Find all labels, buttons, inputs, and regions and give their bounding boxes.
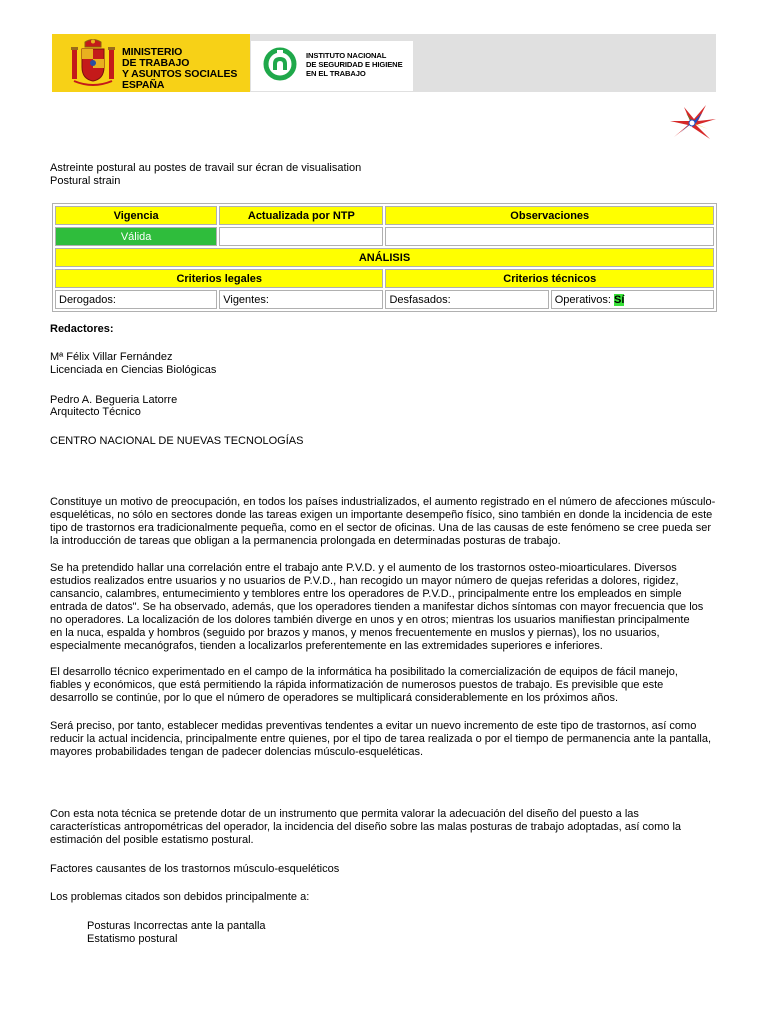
paragraph-2-line: entrada de datos". Se ha observado, además, que los operadores tienden a manifestar dichos síntomas con mayor frecuencia que los [50,601,704,613]
paragraph-2-line: estudios realizados entre usuarios y no usuarios de P.V.D., han recogido un mayor número de quejas referidas a dolores, rigidez, [50,575,679,587]
instituto-line-2: DE SEGURIDAD E HIGIENE [306,60,403,69]
vigentes-cell: Vigentes: [219,290,383,309]
insht-ring-icon [262,46,298,82]
paragraph-3-line: El desarrollo técnico experimentado en el campo de la informática ha posibilitado la comercialización de equipos de fácil manejo, [50,666,678,678]
paragraph-3 [50,666,720,705]
ministerio-line-4: ESPAÑA [122,79,165,91]
paragraph-2 [50,562,720,653]
paragraph-1 [50,496,720,548]
header-vigencia: Vigencia [55,206,217,225]
author-2-name: Pedro A. Begueria Latorre [50,394,178,406]
redactores-label: Redactores: [50,323,114,335]
paragraph-2-line: Se ha pretendido hallar una correlación entre el trabajo ante P.V.D. y el aumento de los trastornos osteo-mioarticulares. Diversos [50,562,677,574]
paragraph-5-line: características antropométricas del operador, la incidencia del diseño sobre las malas posturas de trabajo adoptadas, así como la [50,821,682,833]
paragraph-3-line: desarrollo se continúe, por lo que el número de operadores se multiplicará considerablemente en los próximos años. [50,692,619,704]
problemas-text: Los problemas citados son debidos principalmente a: [50,891,310,903]
paragraph-1-line: tipo de trastornos era tradicionalmente pequeña, como en el sector de oficinas. Una de las causas de este fenómeno se cree pueda ser [50,522,712,534]
paragraph-4-line: reducir la actual incidencia, principalmente entre quienes, por el tipo de tarea realizada o por el tiempo de permanencia ante la pantalla, [50,733,712,745]
list-item: Posturas Incorrectas ante la pantalla [87,920,266,932]
desfasados-cell: Desfasados: [385,290,548,309]
operativos-cell [551,290,714,309]
paragraph-1-line: la introducción de tareas que obligan a la permanencia prolongada en determinadas posturas de trabajo. [50,535,561,547]
header-observaciones: Observaciones [385,206,714,225]
ministerio-line-3: Y ASUNTOS SOCIALES [122,68,238,80]
paragraph-2-line: cansancio, calambres, entumecimiento y temblores entre los operadores de P.V.D., principalmente entre los empleados en simple [50,588,682,600]
paragraph-2-line: no operadores. La localización de los dolores también diverge en unos y en otros; mientras los usuarios manifiestan principalmente [50,614,690,626]
title-english: Postural strain [50,175,121,187]
status-table [52,203,717,312]
paragraph-3-line: fiables y económicos, que está permitiendo la rápida informatización de numerosos puestos de trabajo. Es previsible que este [50,679,664,691]
header-analisis: ANÁLISIS [55,248,714,267]
paragraph-5 [50,808,720,847]
paragraph-5-line: Con esta nota técnica se pretende dotar de un instrumento que permita valorar la adecuación del diseño del puesto a las [50,808,639,820]
list-item: Estatismo postural [87,933,178,945]
status-valida: Válida [55,227,217,246]
paragraph-4-line: mayores probabilidades tengan de padecer dolencias músculo-esqueléticas. [50,746,424,758]
header-actualizada: Actualizada por NTP [219,206,383,225]
paragraph-2-line: en la nuca, espalda y hombros (seguido por brazos y manos, y menos frecuentemente en muslos y piernas), los no usuarios, [50,627,660,639]
ministerio-line-2: DE TRABAJO [122,57,190,69]
ministerio-logo[interactable] [52,34,250,92]
paragraph-4 [50,720,720,759]
paragraph-5-line: estimación del posible estatismo postural. [50,834,254,846]
coat-of-arms-icon [68,39,118,89]
factores-heading: Factores causantes de los trastornos músculo-esqueléticos [50,863,340,875]
instituto-line-1: INSTITUTO NACIONAL [306,51,387,60]
author-1-name: Mª Félix Villar Fernández [50,351,173,363]
paragraph-1-line: esqueléticas, no sólo en sectores donde las tareas exigen un importante desempeño físico, sino también en donde la incidencia de este [50,509,713,521]
ministerio-line-1: MINISTERIO [122,46,183,58]
header-criterios-tecnicos: Criterios técnicos [385,269,714,288]
decorative-star-icon [666,103,718,143]
paragraph-2-line: especialmente mecanógrafos, tienden a localizarlos preferentemente en las extremidades superiores e inferiores. [50,640,603,652]
actualizada-cell [219,227,383,246]
author-1-title: Licenciada en Ciencias Biológicas [50,364,217,376]
instituto-line-3: EN EL TRABAJO [306,69,366,78]
title-french: Astreinte postural au postes de travail sur écran de visualisation [50,162,362,174]
observaciones-cell [385,227,714,246]
operativos-label: Operativos: [554,293,611,306]
paragraph-1-line: Constituye un motivo de preocupación, en todos los países industrializados, el aumento registrado en el número de afecciones músculo- [50,496,716,508]
instituto-logo[interactable] [251,41,413,91]
header-criterios-legales: Criterios legales [55,269,383,288]
operativos-value: Sí [614,293,625,306]
derogados-cell: Derogados: [55,290,217,309]
centro-name: CENTRO NACIONAL DE NUEVAS TECNOLOGÍAS [50,435,304,447]
author-2-title: Arquitecto Técnico [50,406,141,418]
paragraph-4-line: Será preciso, por tanto, establecer medidas preventivas tendentes a evitar un nuevo incremento de este tipo de trastornos, así como [50,720,697,732]
